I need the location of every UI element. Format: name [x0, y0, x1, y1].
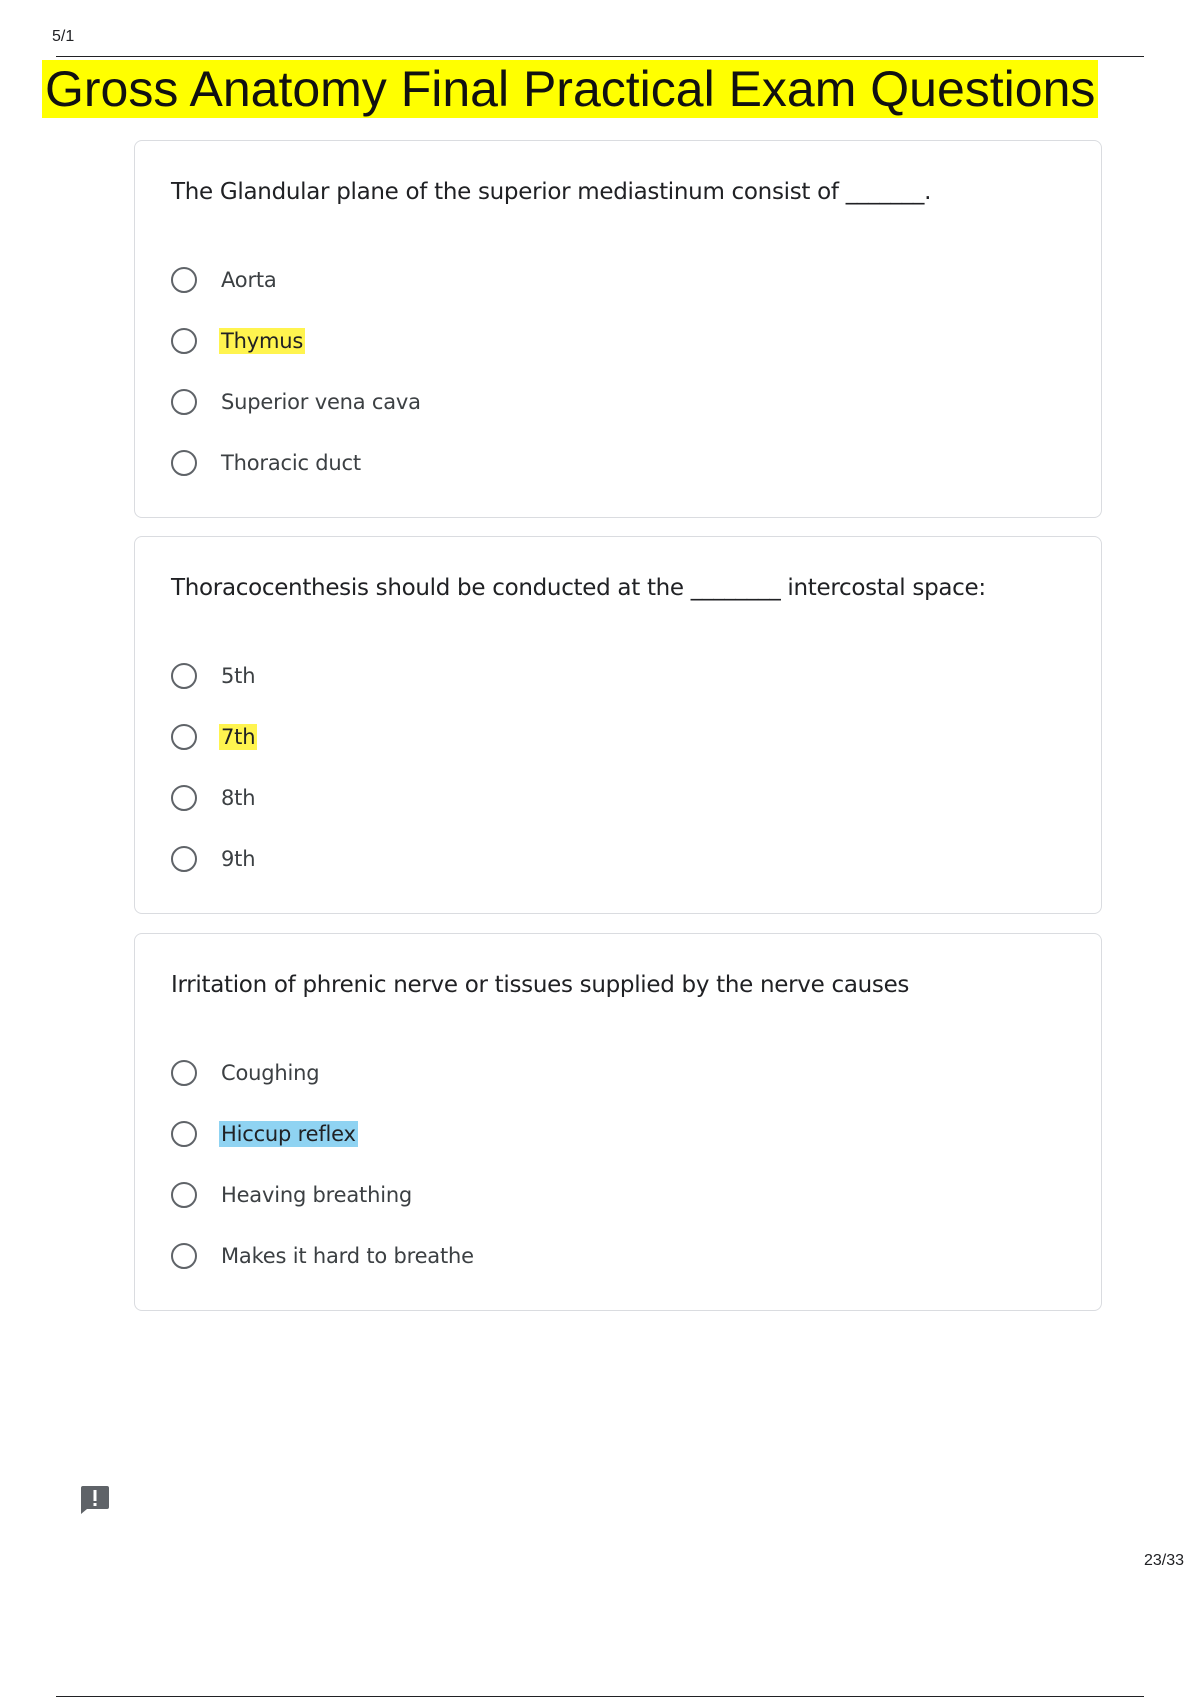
radio-button[interactable] [171, 328, 197, 354]
question-card [134, 140, 1102, 518]
options-list [171, 645, 257, 889]
option-superior-vena-cava[interactable] [171, 371, 423, 432]
option-label: Thoracic duct [221, 450, 361, 475]
question-card [134, 536, 1102, 914]
option-label-highlighted: Hiccup reflex [221, 1121, 356, 1146]
option-coughing[interactable] [171, 1042, 476, 1103]
option-heaving-breathing[interactable] [171, 1164, 476, 1225]
options-list [171, 249, 423, 493]
radio-button[interactable] [171, 724, 197, 750]
option-label-highlighted: 7th [221, 724, 256, 749]
option-label: 9th [221, 846, 256, 871]
option-label: Superior vena cava [221, 389, 421, 414]
page-marker: 5/1 [52, 28, 75, 45]
question-card [134, 933, 1102, 1311]
document-title: Gross Anatomy Final Practical Exam Questions [42, 60, 1098, 118]
radio-button[interactable] [171, 1182, 197, 1208]
footer-rule [56, 1696, 1144, 1697]
report-feedback-icon[interactable] [79, 1485, 111, 1515]
option-hard-to-breathe[interactable] [171, 1225, 476, 1286]
radio-button[interactable] [171, 785, 197, 811]
options-list [171, 1042, 476, 1286]
question-text: Irritation of phrenic nerve or tissues supplied by the nerve causes [171, 972, 910, 998]
radio-button[interactable] [171, 389, 197, 415]
radio-button[interactable] [171, 846, 197, 872]
radio-button[interactable] [171, 1243, 197, 1269]
option-label: Makes it hard to breathe [221, 1243, 474, 1268]
radio-button[interactable] [171, 663, 197, 689]
option-7th[interactable] [171, 706, 257, 767]
radio-button[interactable] [171, 450, 197, 476]
option-hiccup-reflex[interactable] [171, 1103, 476, 1164]
question-text: The Glandular plane of the superior mediastinum consist of _______. [171, 179, 932, 205]
option-label: 8th [221, 785, 256, 810]
radio-button[interactable] [171, 1121, 197, 1147]
option-5th[interactable] [171, 645, 257, 706]
option-aorta[interactable] [171, 249, 423, 310]
page-count: 23/33 [1143, 1552, 1184, 1569]
question-text: Thoracocenthesis should be conducted at the ________ intercostal space: [171, 575, 986, 601]
radio-button[interactable] [171, 267, 197, 293]
option-label: Coughing [221, 1060, 320, 1085]
option-thymus[interactable] [171, 310, 423, 371]
option-label: 5th [221, 663, 256, 688]
radio-button[interactable] [171, 1060, 197, 1086]
header-rule [56, 56, 1144, 57]
option-thoracic-duct[interactable] [171, 432, 423, 493]
option-label-highlighted: Thymus [221, 328, 304, 353]
option-label: Aorta [221, 267, 277, 292]
option-label: Heaving breathing [221, 1182, 413, 1207]
option-9th[interactable] [171, 828, 257, 889]
option-8th[interactable] [171, 767, 257, 828]
